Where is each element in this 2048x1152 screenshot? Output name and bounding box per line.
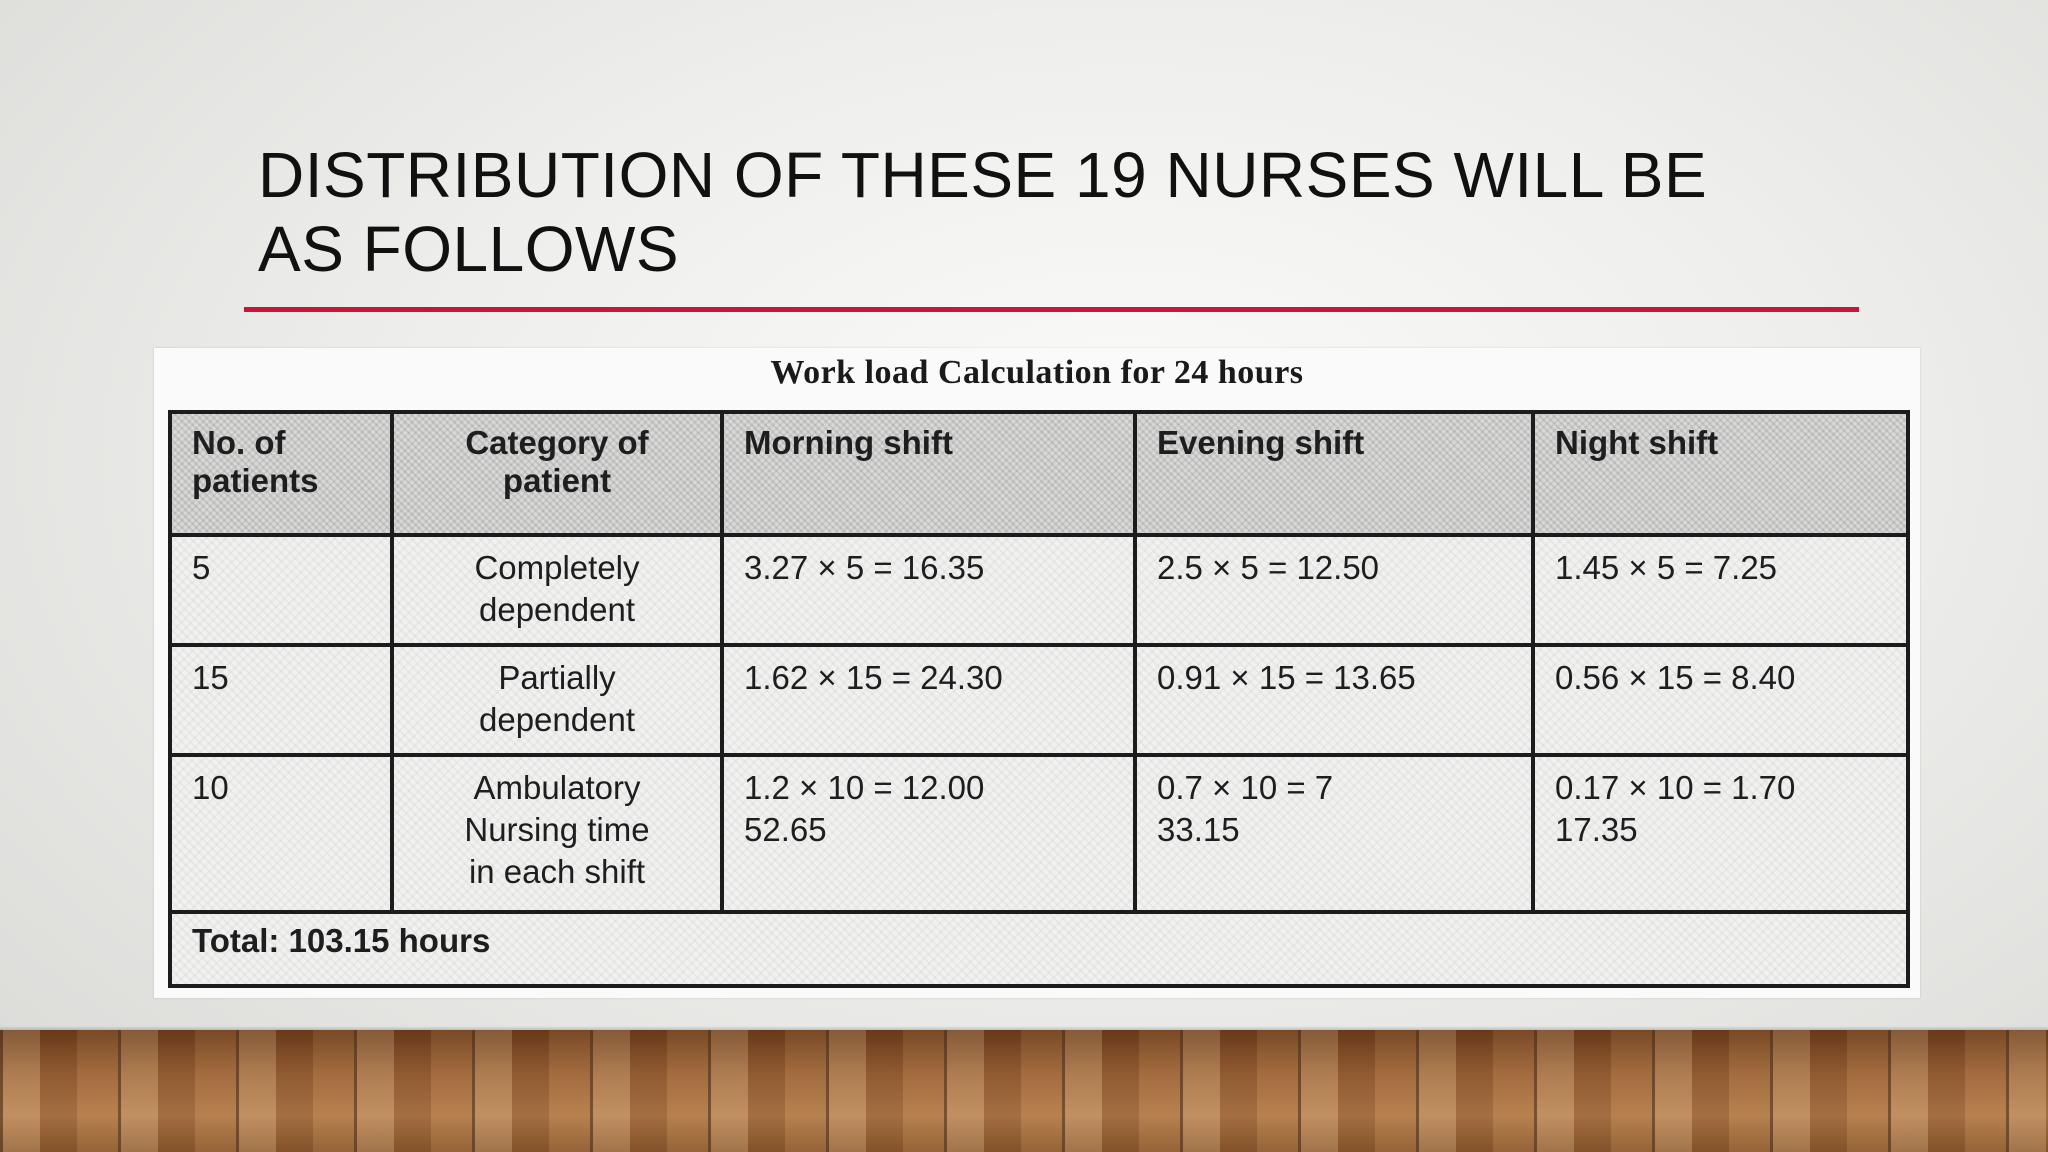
scanned-table-image bbox=[154, 348, 1920, 998]
header-category-line-1: Category of bbox=[465, 424, 649, 461]
header-category bbox=[392, 412, 722, 535]
cell-night-value: 0.17 × 10 = 1.70 bbox=[1555, 769, 1796, 807]
header-category-line-2: patient bbox=[502, 462, 612, 499]
cell-category-line-2: dependent bbox=[479, 700, 635, 738]
cell-patients: 5 bbox=[170, 535, 392, 645]
cell-patients: 10 bbox=[170, 755, 392, 912]
table-row bbox=[170, 535, 1908, 645]
cell-night: 1.45 × 5 = 7.25 bbox=[1533, 535, 1908, 645]
table-header-row bbox=[170, 412, 1908, 535]
slide-title-line-2: AS FOLLOWS bbox=[258, 213, 680, 285]
cell-morning bbox=[722, 755, 1135, 912]
wood-floor bbox=[0, 1030, 2048, 1152]
cell-night: 0.56 × 15 = 8.40 bbox=[1533, 645, 1908, 755]
cell-night bbox=[1533, 755, 1908, 912]
header-morning-shift: Morning shift bbox=[722, 412, 1135, 535]
total-hours: Total: 103.15 hours bbox=[170, 912, 1908, 986]
cell-evening bbox=[1135, 755, 1533, 912]
cell-evening-value: 0.7 × 10 = 7 bbox=[1157, 769, 1334, 807]
cell-category bbox=[392, 755, 722, 912]
cell-category-line-1: Ambulatory bbox=[473, 769, 641, 807]
cell-category bbox=[392, 645, 722, 755]
header-night-shift: Night shift bbox=[1533, 412, 1908, 535]
title-divider bbox=[244, 307, 1859, 312]
header-evening-shift: Evening shift bbox=[1135, 412, 1533, 535]
cell-category bbox=[392, 535, 722, 645]
table-total-row bbox=[170, 912, 1908, 986]
cell-morning: 1.62 × 15 = 24.30 bbox=[722, 645, 1135, 755]
table-row bbox=[170, 645, 1908, 755]
slide-title-line-1: DISTRIBUTION OF THESE 19 NURSES WILL BE bbox=[258, 139, 1708, 211]
header-no-of-patients-line-2: patients bbox=[192, 462, 319, 499]
cell-category-line-1: Partially bbox=[498, 658, 616, 696]
cell-night-total: 17.35 bbox=[1555, 811, 1638, 849]
cell-morning-total: 52.65 bbox=[744, 811, 827, 849]
cell-category-line-3: in each shift bbox=[468, 853, 646, 891]
cell-morning: 3.27 × 5 = 16.35 bbox=[722, 535, 1135, 645]
cell-morning-value: 1.2 × 10 = 12.00 bbox=[744, 769, 985, 807]
header-no-of-patients-line-1: No. of bbox=[192, 424, 286, 461]
cell-evening: 2.5 × 5 = 12.50 bbox=[1135, 535, 1533, 645]
cell-patients: 15 bbox=[170, 645, 392, 755]
cell-evening-total: 33.15 bbox=[1157, 811, 1240, 849]
cell-category-line-1: Completely bbox=[474, 548, 640, 586]
slide-title bbox=[258, 138, 1858, 286]
header-no-of-patients bbox=[170, 412, 392, 535]
workload-table bbox=[168, 410, 1910, 988]
cell-category-line-2: Nursing time bbox=[464, 811, 650, 849]
cell-category-line-2: dependent bbox=[479, 590, 635, 628]
table-caption: Work load Calculation for 24 hours bbox=[770, 354, 1304, 391]
cell-evening: 0.91 × 15 = 13.65 bbox=[1135, 645, 1533, 755]
table-row bbox=[170, 755, 1908, 912]
